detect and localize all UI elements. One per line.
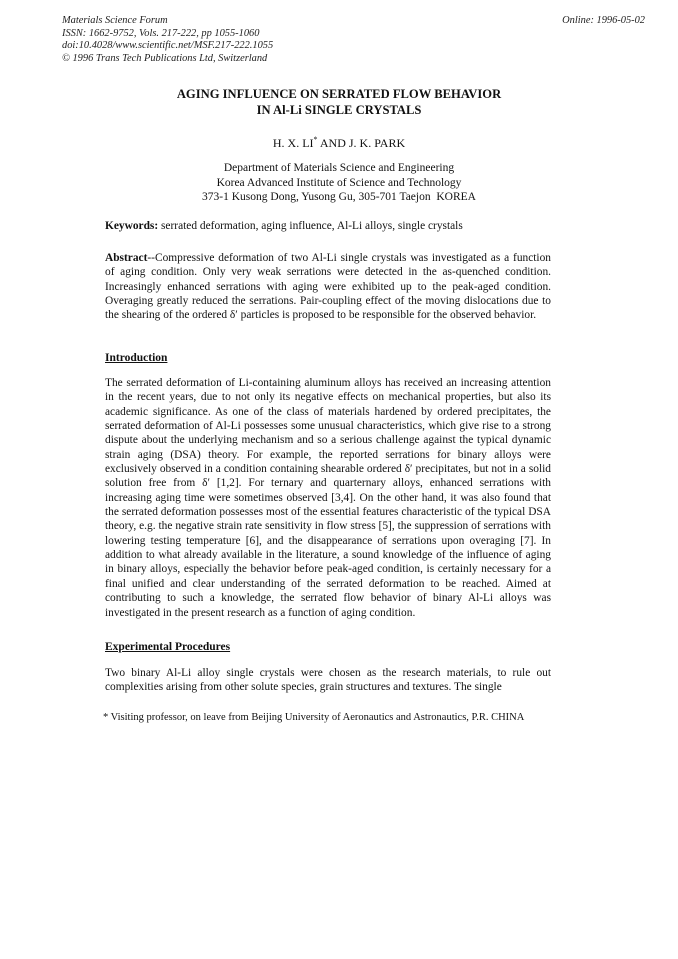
introduction-heading: Introduction — [105, 352, 168, 364]
abstract — [105, 251, 551, 323]
author-line — [0, 135, 678, 151]
keywords-label: Keywords: — [105, 220, 159, 232]
author-1: H. X. LI — [272, 136, 314, 150]
title-line-2: IN Al-Li SINGLE CRYSTALS — [256, 102, 422, 117]
introduction-text: The serrated deformation of Li-containing aluminum alloys has received an increasing attention in the recent years, due to not only its negative effects on mechanical properties, but also its academic significance. As one of the class of materials hardened by ordered precipitates, the serrated deformation of Al-Li possesses some unusual characteristics, which give rise to a strong dispute about the underlying mechanism and so a serious challenge against the typical dynamic strain aging (DSA) theory. For example, the reported serrations for binary alloys were exclusively observed in a condition containing shearable ordered δ′ precipitates, but not in a solid solution free from δ′ [1,2]. For ternary and quarternary alloys, enhanced serrations with increasing aging time were sometimes observed [3,4]. On the other hand, it was also found that the serrated deformation possesses most of the essential features characteristic of the typical DSA theory, e.g. the negative strain rate sensitivity in flow stress [5], the suppression of serrations with lowering testing temperature [6], and the disappearance of serrations upon overaging [7]. In addition to what already available in the literature, a sound knowledge of the influence of aging in binary alloys, especially the behavior before peak-aged condition, is certainly necessary for a final unified and clear understanding of the serrated deformation to be reached. Aimed at contributing to such a knowledge, the serrated flow behavior of binary Al-Li alloys was investigated in the present research as a function of aging condition. — [105, 377, 551, 619]
online-date: Online: 1996-05-02 — [562, 15, 645, 26]
experimental-heading: Experimental Procedures — [105, 641, 231, 653]
footnote-marker: * — [313, 135, 318, 144]
copyright-line: © 1996 Trans Tech Publications Ltd, Switzerland — [62, 52, 268, 64]
footnote: * Visiting professor, on leave from Beijing University of Aeronautics and Astronautics, P.R. CHINA — [103, 712, 525, 723]
issn-line: ISSN: 1662-9752, Vols. 217-222, pp 1055-1060 — [62, 27, 260, 39]
affiliation — [0, 161, 678, 205]
keywords — [105, 219, 551, 233]
paper-title — [0, 87, 678, 118]
affiliation-line-1: Department of Materials Science and Engineering — [223, 162, 455, 174]
abstract-label: Abstract — [105, 252, 148, 264]
keywords-text: serrated deformation, aging influence, Al-Li alloys, single crystals — [158, 220, 463, 232]
journal-name: Materials Science Forum — [62, 15, 168, 26]
abstract-text: --Compressive deformation of two Al-Li single crystals was investigated as a function of aging condition. Only very weak serrations were detected in the as-quenched condition. Increasingly enhanced serrations with aging were exhibited up to the peak-aged condition. Overaging greatly reduced the serrations. Pair-coupling effect of the moving dislocations due to the shearing of the ordered δ′ particles is proposed to be responsible for the observed behavior. — [105, 252, 551, 322]
author-joiner: AND — [317, 136, 349, 150]
doi-line: doi:10.4028/www.scientific.net/MSF.217-222.1055 — [62, 40, 274, 52]
journal-header — [62, 15, 273, 65]
author-2: J. K. PARK — [348, 136, 406, 150]
title-line-1: AGING INFLUENCE ON SERRATED FLOW BEHAVIOR — [176, 87, 502, 101]
affiliation-line-3: 373-1 Kusong Dong, Yusong Gu, 305-701 Taejon KOREA — [202, 191, 476, 203]
experimental-text: Two binary Al-Li alloy single crystals were chosen as the research materials, to rule out complexities arising from other solute species, grain structures and textures. The single — [105, 667, 551, 694]
affiliation-line-2: Korea Advanced Institute of Science and Technology — [216, 176, 462, 189]
